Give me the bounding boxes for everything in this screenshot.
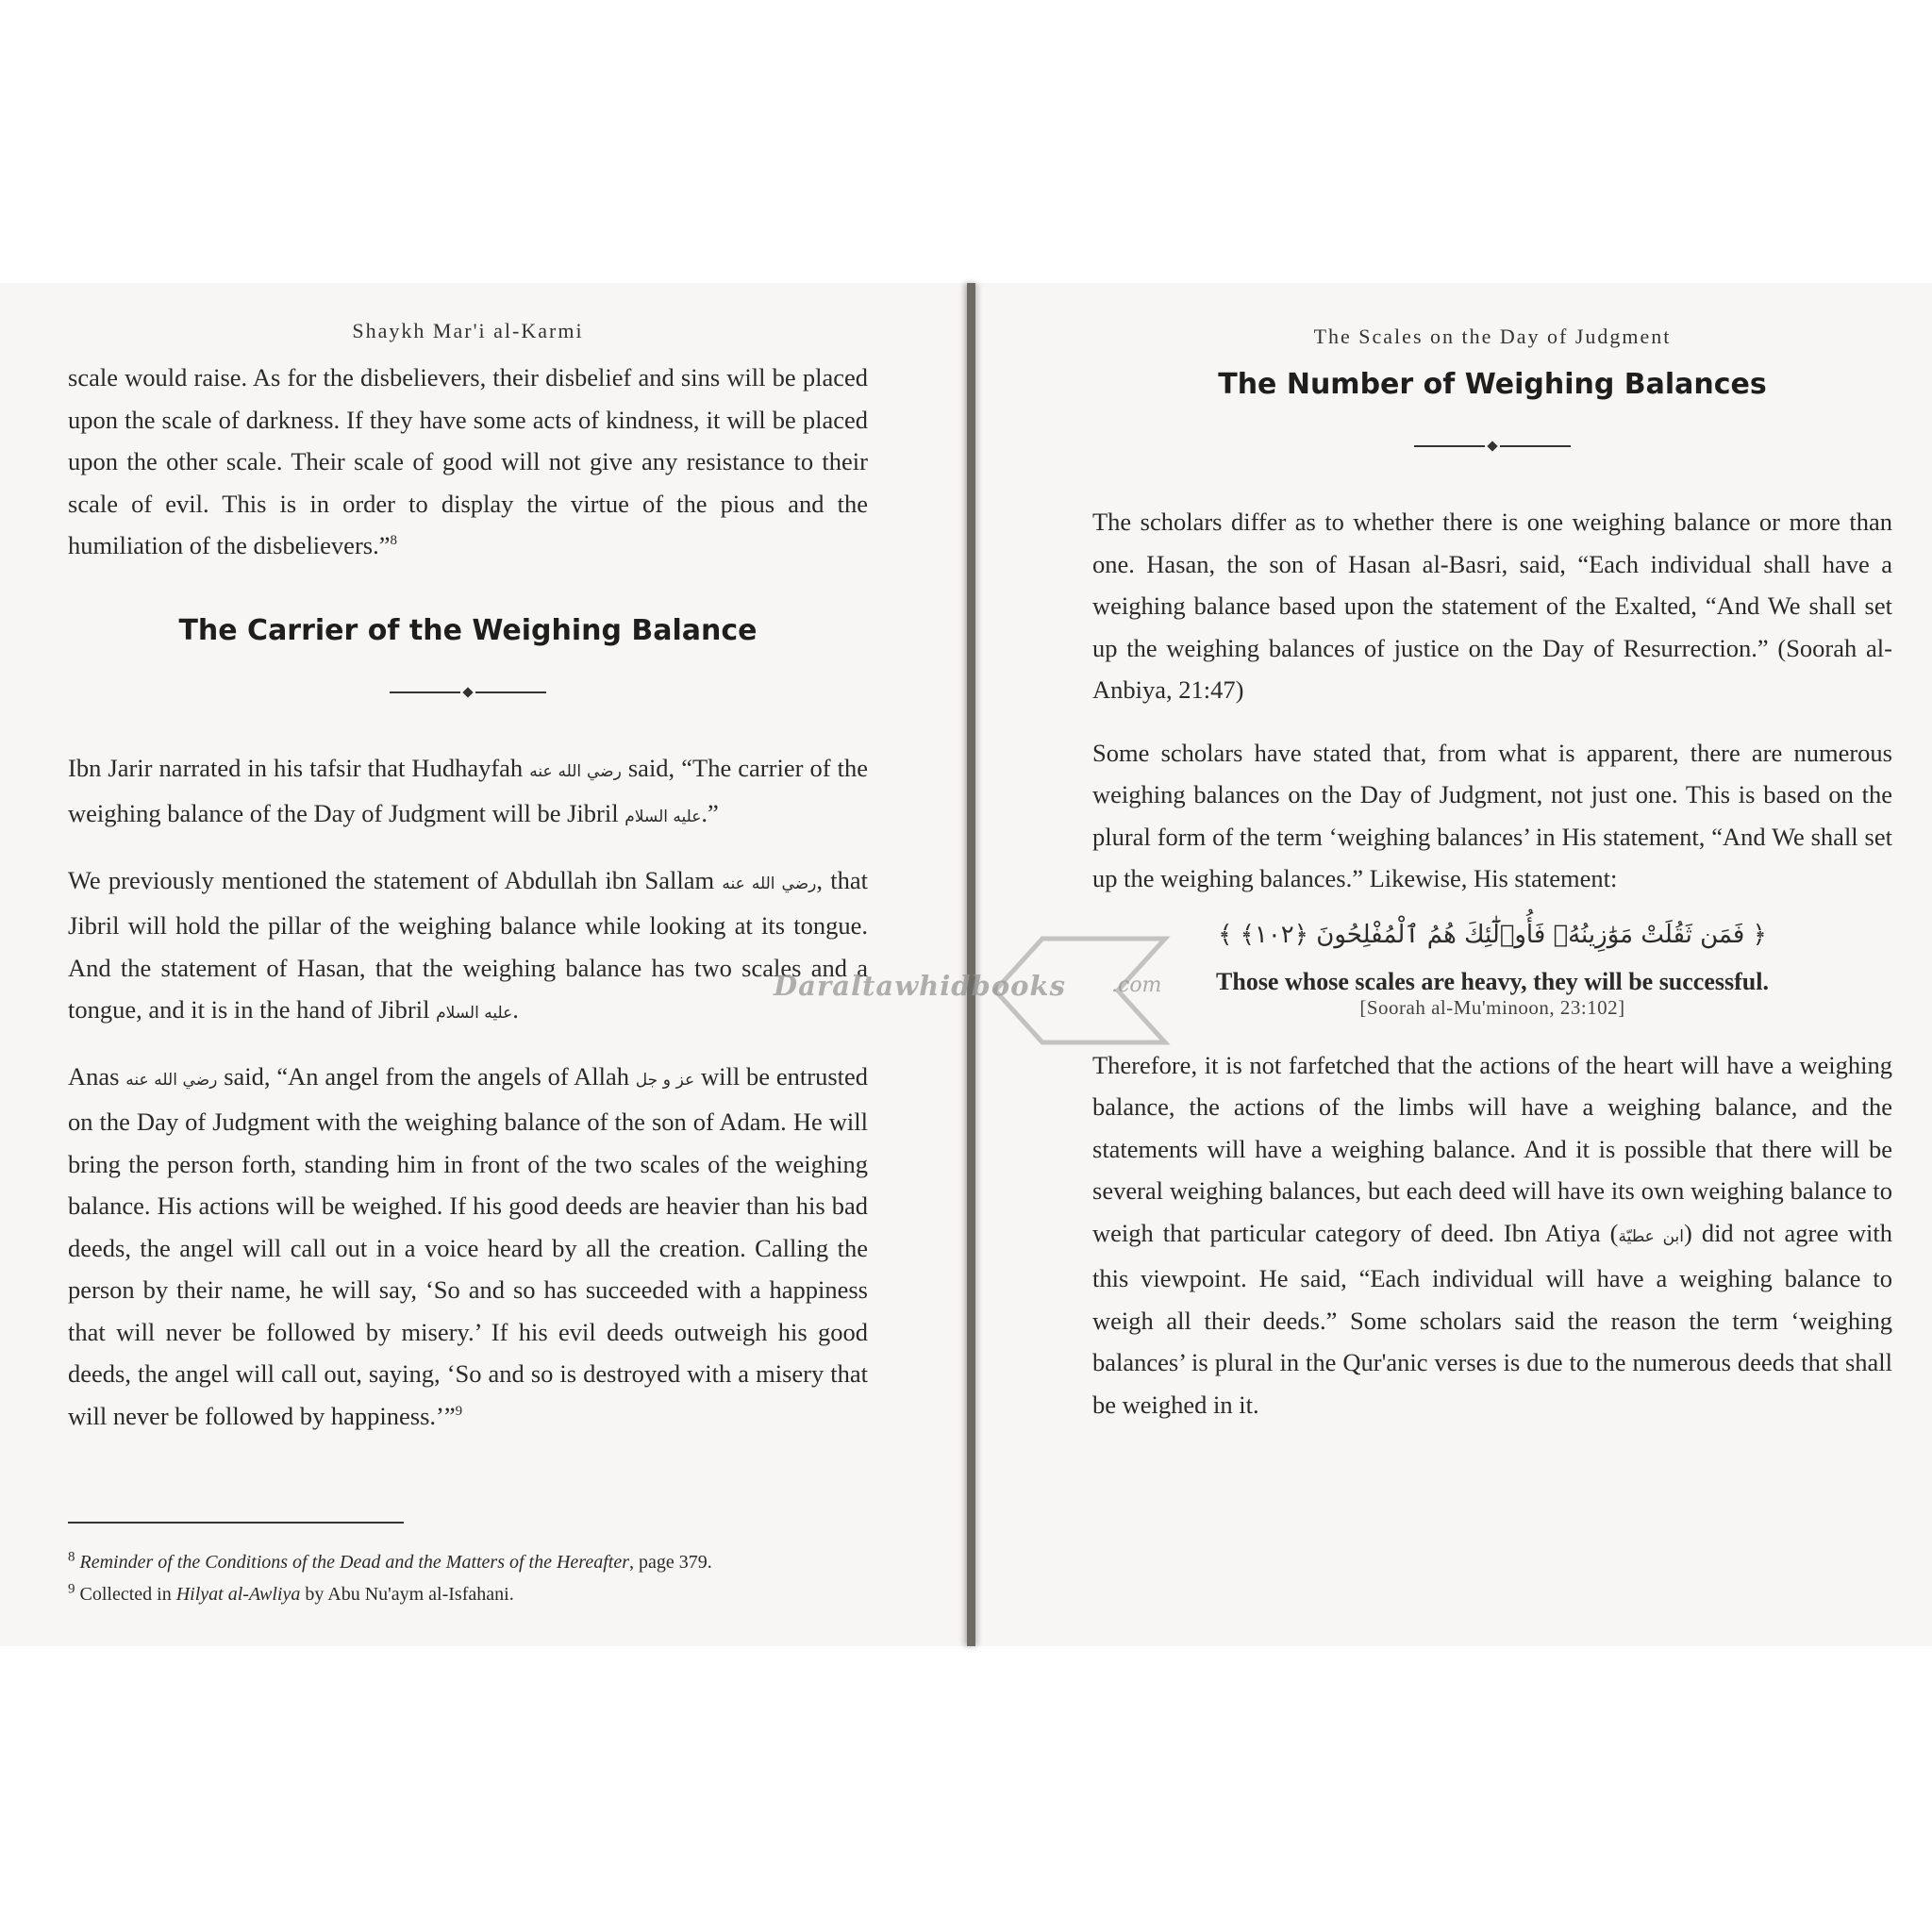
- watermark-text: Daraltawhidbooks: [774, 970, 1066, 1002]
- left-p2-text-b: said, “The carrier of the weighing balance of the Day of Judgment will be Jibril: [68, 753, 868, 827]
- footnote-text: Collected in: [79, 1584, 176, 1605]
- left-paragraph-3: [68, 859, 868, 1035]
- left-p2-text-a: Ibn Jarir narrated in his tafsir that Hudhayfah: [68, 753, 530, 782]
- right-paragraph-2: Some scholars have stated that, from what is apparent, there are numerous weighing balances on the Day of Judgment, not just one. This is based on the plural form of the term ‘weighing balances’ in His statement, “And We shall set up the weighing balances.” Likewise, His statement:: [1092, 738, 1892, 892]
- section-heading-carrier: The Carrier of the Weighing Balance: [178, 613, 758, 647]
- right-p3-text-a: Therefore, it is not farfetched that the actions of the heart will have a weighing balance, the actions of the limbs will have a weighing balance, and the statements will have a weighing balance. And it is possible that there will be several weighing balances, but each deed will have its own weighing balance to weigh that particular category of deed. Ibn Atiya (: [1092, 1050, 1892, 1247]
- quran-verse-reference: [Soorah al-Mu'minoon, 23:102]: [1359, 995, 1625, 1019]
- arabic-name: ابن عطيّة: [1618, 1226, 1684, 1246]
- left-paragraph-1: [68, 357, 868, 567]
- left-paragraph-2: [68, 747, 868, 839]
- footnote-ref-9: 9: [455, 1403, 463, 1419]
- arabic-honorific: رضي الله عنه: [529, 761, 622, 781]
- left-p4-text-a: Anas: [68, 1061, 126, 1091]
- arabic-honorific: رضي الله عنه: [722, 874, 817, 893]
- left-p4-text-c: will be entrusted on the Day of Judgment with the weighing balance of the son of Adam. He will bring the person forth, standing him in front of the two scales of the weighing balance. His actions will be weighed. If his good deeds are heavier than his bad deeds, the angel will call out in a voice heard by all the creation. Calling the person by their name, he will say, ‘So and so has succeeded with a happiness that will never be followed by misery.’ If his evil deeds outweigh his good deeds, the angel will call out, saying, ‘So and so is destroyed with a misery that will never be followed by happiness.’”: [68, 1061, 869, 1430]
- arabic-honorific: عليه السلام: [625, 808, 702, 826]
- footnote-number: 9: [68, 1581, 75, 1597]
- left-p3-text-b: , that Jibril will hold the pillar of the weighing balance while looking at its tongue. And the statement of Hasan, that the weighing balance has two scales and a tongue, and it is in the hand of Jibril: [68, 865, 869, 1024]
- right-page: [1092, 283, 1892, 1446]
- footnote-ref-8: 8: [390, 533, 397, 549]
- diamond-icon: [1487, 441, 1497, 451]
- book-gutter: [967, 283, 975, 1646]
- quran-verse-translation: Those whose scales are heavy, they will be successful.: [1216, 967, 1769, 995]
- footnote-text: , page 379.: [629, 1552, 712, 1573]
- left-p4-text-b: said, “An angel from the angels of Allah: [217, 1061, 636, 1091]
- arabic-honorific: عليه السلام: [436, 1004, 513, 1023]
- footnote-9: [68, 1578, 868, 1610]
- left-paragraph-4: [68, 1056, 868, 1438]
- left-page: [68, 283, 868, 1610]
- left-p3-text-a: We previously mentioned the statement of Abdullah ibn Sallam: [68, 865, 723, 894]
- footnote-text: by Abu Nu'aym al-Isfahani.: [300, 1584, 514, 1605]
- watermark-suffix: .com: [1111, 974, 1162, 997]
- arabic-honorific: رضي الله عنه: [125, 1070, 218, 1090]
- right-paragraph-3: [1092, 1044, 1892, 1426]
- footnote-number: 8: [68, 1549, 75, 1565]
- quran-verse-arabic: ﴿ فَمَن ثَقُلَتْ مَوَٰزِينُهُۥ فَأُو۟لَٰٓئِكَ هُمُ ٱلْمُفْلِحُونَ ﴿١٠٢﴾ ﴾: [1218, 920, 1767, 949]
- running-head-right: The Scales on the Day of Judgment: [1313, 325, 1672, 348]
- footnote-title: Hilyat al-Awliya: [175, 1584, 301, 1605]
- heading-ornament-left: [68, 683, 868, 702]
- footnote-8: [68, 1546, 868, 1578]
- heading-ornament-right: [1092, 437, 1892, 456]
- right-paragraph-1: The scholars differ as to whether there is one weighing balance or more than one. Hasan, the son of Hasan al-Basri, said, “Each individual shall have a weighing balance based upon the statement of the Exalted, “And We shall set up the weighing balances of justice on the Day of Resurrection.” (Soorah al-Anbiya, 21:47): [1092, 508, 1892, 704]
- left-p2-text-c: .”: [701, 799, 719, 827]
- left-p1-text: scale would raise. As for the disbelievers, their disbelief and sins will be placed upon the scale of darkness. If they have some acts of kindness, it will be placed upon the other scale. Their scale of good will not give any resistance to their scale of evil. This is in order to display the virtue of the pious and the humiliation of the disbelievers.”: [68, 363, 868, 559]
- diamond-icon: [462, 687, 473, 697]
- arabic-honorific: عز و جل: [635, 1070, 695, 1090]
- footnote-title: Reminder of the Conditions of the Dead and the Matters of the Hereafter: [79, 1552, 629, 1573]
- running-head-left: Shaykh Mar'i al-Karmi: [352, 319, 584, 342]
- section-heading-number: The Number of Weighing Balances: [1218, 368, 1767, 401]
- left-p3-text-c: .: [512, 995, 519, 1024]
- right-p3-text-b: ) did not agree with this viewpoint. He said, “Each individual will have a weighing balance to weigh all their deeds.” Some scholars said the reason the term ‘weighing balances’ is plural in the Qur'anic verses is due to the numerous deeds that shall be weighed in it.: [1092, 1218, 1892, 1419]
